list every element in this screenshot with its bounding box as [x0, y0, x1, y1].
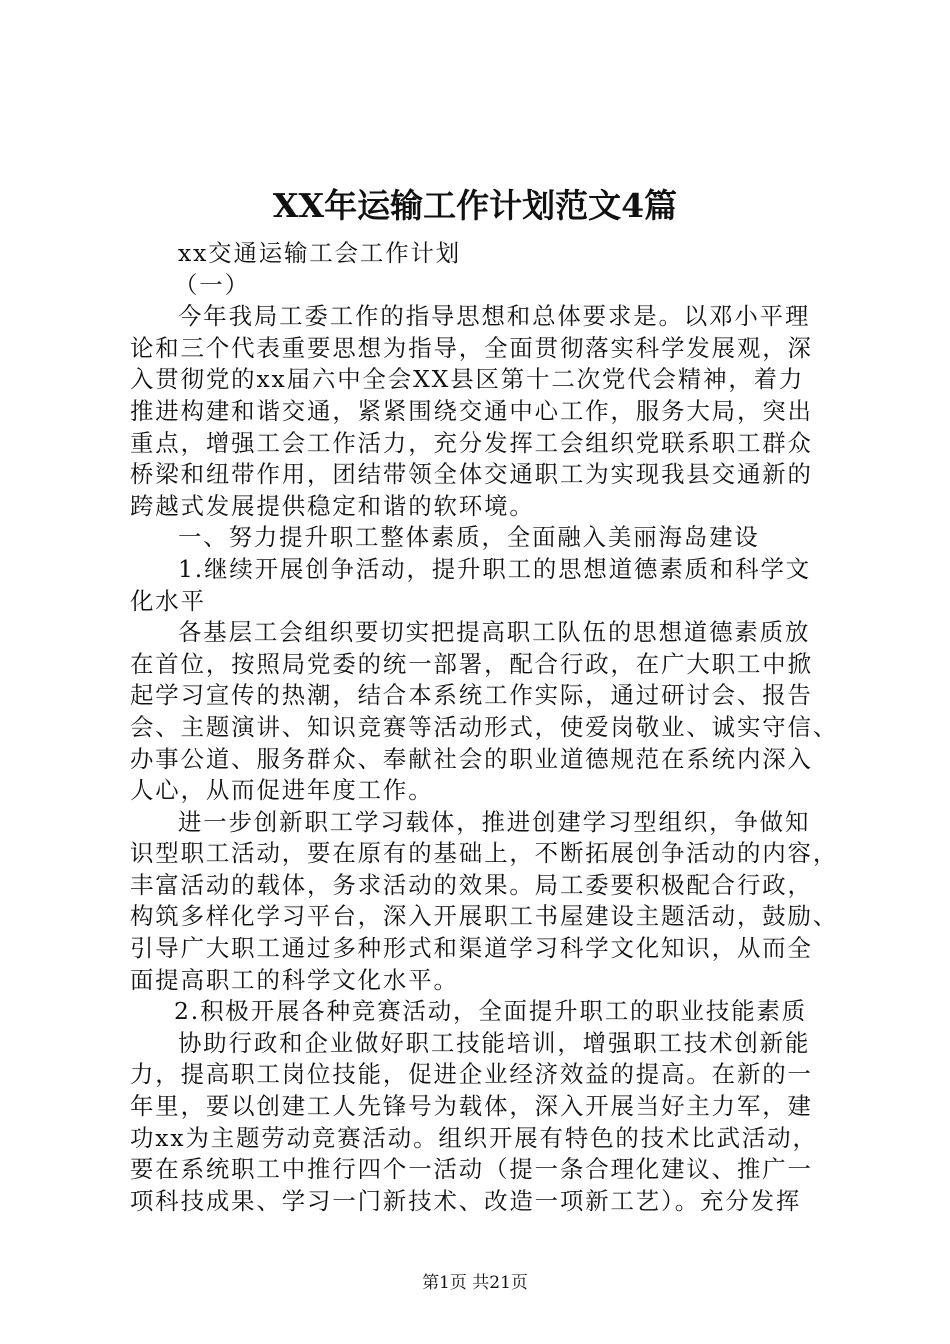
- subheading-line: 1.继续开展创争活动，提升职工的思想道德素质和科学文: [178, 554, 812, 583]
- paragraph-line: 办事公道、服务群众、奉献社会的职业道德规范在系统内深入: [130, 744, 813, 773]
- paragraph-line: 推进构建和谐交通，紧紧围绕交通中心工作，服务大局，突出: [130, 396, 813, 425]
- paragraph-line: 项科技成果、学习一门新技术、改造一项新工艺）。充分发挥: [130, 1186, 802, 1215]
- paragraph-line: 构筑多样化学习平台，深入开展职工书屋建设主题活动，鼓励、: [130, 902, 839, 931]
- paragraph-line: 桥梁和纽带作用，团结带领全体交通职工为实现我县交通新的: [130, 460, 813, 489]
- paragraph-line: 丰富活动的载体，务求活动的效果。局工委要积极配合行政，: [130, 870, 813, 899]
- section-heading: xx交通运输工会工作计划: [178, 239, 462, 267]
- paragraph-line: 面提高职工的科学文化水平。: [130, 965, 459, 994]
- paragraph-line: 会、主题演讲、知识竞赛等活动形式，使爱岗敬业、诚实守信、: [130, 712, 839, 741]
- subheading-line: 2.积极开展各种竞赛活动，全面提升职工的职业技能素质: [174, 997, 808, 1026]
- paragraph-line: 协助行政和企业做好职工技能培训，增强职工技术创新能: [178, 1028, 811, 1057]
- paragraph-line: 跨越式发展提供稳定和谐的软环境。: [130, 491, 535, 520]
- paragraph-line: 进一步创新职工学习载体，推进创建学习型组织，争做知: [178, 807, 811, 836]
- paragraph-line: 各基层工会组织要切实把提高职工队伍的思想道德素质放: [178, 618, 811, 647]
- paragraph-line: 识型职工活动，要在原有的基础上，不断拓展创争活动的内容，: [130, 839, 839, 868]
- paragraph-line: 入贯彻党的xx届六中全会XX县区第十二次党代会精神，着力: [130, 365, 805, 394]
- paragraph-line: 引导广大职工通过多种形式和渠道学习科学文化知识，从而全: [130, 934, 813, 963]
- section-number: （一）: [174, 270, 250, 299]
- paragraph-line: 论和三个代表重要思想为指导，全面贯彻落实科学发展观，深: [130, 333, 813, 362]
- paragraph-line: 今年我局工委工作的指导思想和总体要求是。以邓小平理: [178, 302, 811, 331]
- subheading-line: 一、努力提升职工整体素质，全面融入美丽海岛建设: [178, 523, 760, 552]
- paragraph-line: 力，提高职工岗位技能，促进企业经济效益的提高。在新的一: [130, 1060, 813, 1089]
- document-title: XX年运输工作计划范文4篇: [272, 186, 678, 225]
- paragraph-line: 年里，要以创建工人先锋号为载体，深入开展当好主力军，建: [130, 1092, 813, 1121]
- paragraph-line: 人心，从而促进年度工作。: [130, 776, 434, 805]
- paragraph-line: 在首位，按照局党委的统一部署，配合行政，在广大职工中掀: [130, 649, 813, 678]
- subheading-line: 化水平: [130, 586, 206, 615]
- page-number: 第1页 共21页: [422, 1273, 528, 1293]
- paragraph-line: 重点，增强工会工作活力，充分发挥工会组织党联系职工群众: [130, 428, 813, 457]
- paragraph-line: 功xx为主题劳动竞赛活动。组织开展有特色的技术比武活动，: [130, 1123, 818, 1152]
- paragraph-line: 要在系统职工中推行四个一活动（提一条合理化建议、推广一: [130, 1155, 813, 1184]
- paragraph-line: 起学习宣传的热潮，结合本系统工作实际，通过研讨会、报告: [130, 681, 813, 710]
- document-body: [130, 238, 839, 1217]
